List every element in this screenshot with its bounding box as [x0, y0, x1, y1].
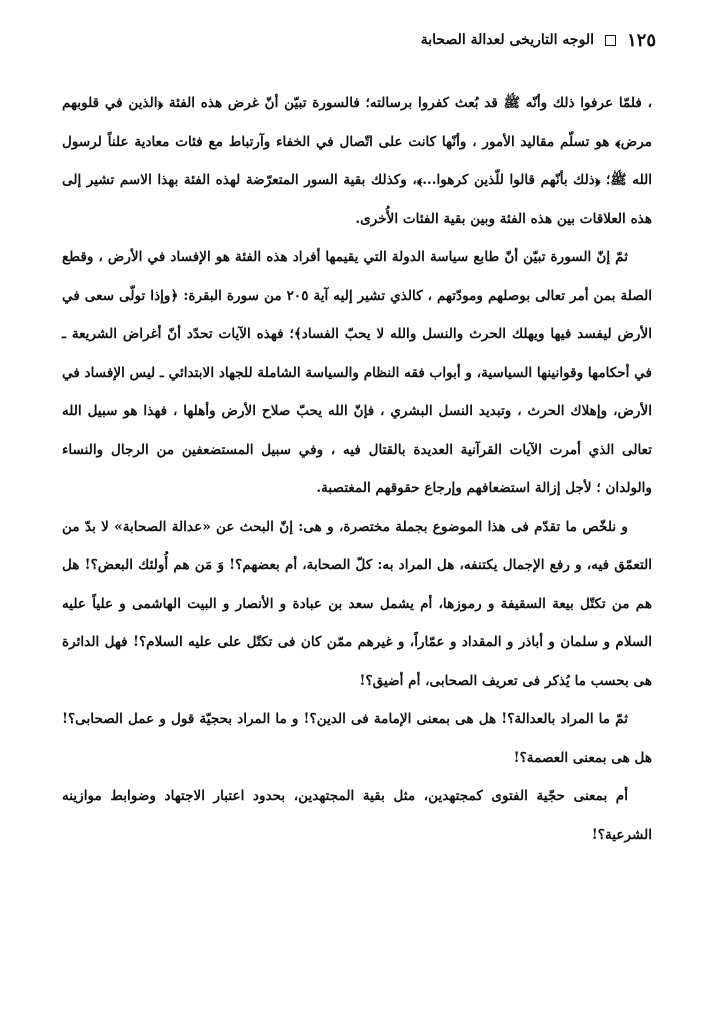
- paragraph-3: و نلخّص ما تقدّم فى هذا الموضوع بجملة مختصرة، و هى: إنّ البحث عن «عدالة الصحابة» لا بدّ من التعمّق فيه، و رفع الإجمال يكتنفه، هل المراد به: كلّ الصحابة، أم بعضهم؟! وَ مَن هم أُولئك البعض؟! هل هم من تكتّل بيعة السقيفة و رموزها، أم يشمل سعد بن عبادة و الأنصار و البيت الهاشمى و علياً عليه السلام و سلمان و أباذر و المقداد و عمّاراً، و غيرهم ممّن كان فى تكتّل على عليه السلام؟! فهل الدائرة هى بحسب ما يُذكر فى تعريف الصحابى، أم أضيق؟!: [62, 518, 652, 689]
- paragraph-1: ، فلمّا عرفوا ذلك وأنّه ﷺ قد بُعث كفروا برسالته؛ فالسورة تبيّن أنّ غرض هذه الفئة ﴿الذين في قلوبهم مرض﴾ هو تسلّم مقاليد الأمور ، وأنّها كانت على اتّصال في الخفاء وآرتباط مع فئات معادية علناً لرسول الله ﷺ؛ ﴿ذلك بأنّهم قالوا للّذين كرهوا...﴾، وكذلك بقية السور المتعرّضة لهذه الفئة بهذا الاسم تشير إلى هذه العلاقات بين هذه الفئة وبين بقية الفئات الأُخرى.: [62, 95, 652, 227]
- page-number: ١٢٥: [626, 29, 656, 51]
- paragraph-2: ثمّ إنّ السورة تبيّن أنّ طابع سياسة الدولة التي يقيمها أفراد هذه الفئة هو الإفساد في الأرض ، وقطع الصلة بمن أمر تعالى بوصلهم ومودّتهم ، كالذي تشير إليه آية ٢٠٥ من سورة البقرة: ﴿وإذا تولّى سعى في الأرض ليفسد فيها ويهلك الحرث والنسل والله لا يحبّ الفساد﴾؛ فهذه الآيات تحدّد أنّ أغراض الشريعة ـ في أحكامها وقوانينها السياسية، و أبواب فقه النظام والسياسة الشاملة للجهاد الابتدائي ـ ليس الإفساد في الأرض، وإهلاك الحرث ، وتبديد النسل البشري ، فإنّ الله يحبّ صلاح الأرض وأهلها ، فهذا هو سبيل الله تعالى الذي أمرت الآيات القرآنية العديدة بالقتال فيه ، وفي سبيل المستضعفين من الرجال والنساء والولدان ؛ لأجل إزالة استضعافهم وإرجاع حقوقهم المغتصبة.: [61, 249, 652, 496]
- header-separator: [605, 35, 616, 46]
- paragraph-4: ثمّ ما المراد بالعدالة؟! هل هى بمعنى الإمامة فى الدين؟! و ما المراد بحجيّة قول و عمل الصحابى؟! هل هى بمعنى العصمة؟!: [62, 711, 652, 766]
- body-text: [62, 84, 652, 854]
- page-header: [60, 26, 656, 54]
- running-title: الوجه التاريخى لعدالة الصحابة: [420, 32, 594, 48]
- paragraph-5: أم بمعنى حجّية الفتوى كمجتهدين، مثل بقية المجتهدين، بحدود اعتبار الاجتهاد وضوابط موازينه الشرعية؟!: [62, 788, 652, 843]
